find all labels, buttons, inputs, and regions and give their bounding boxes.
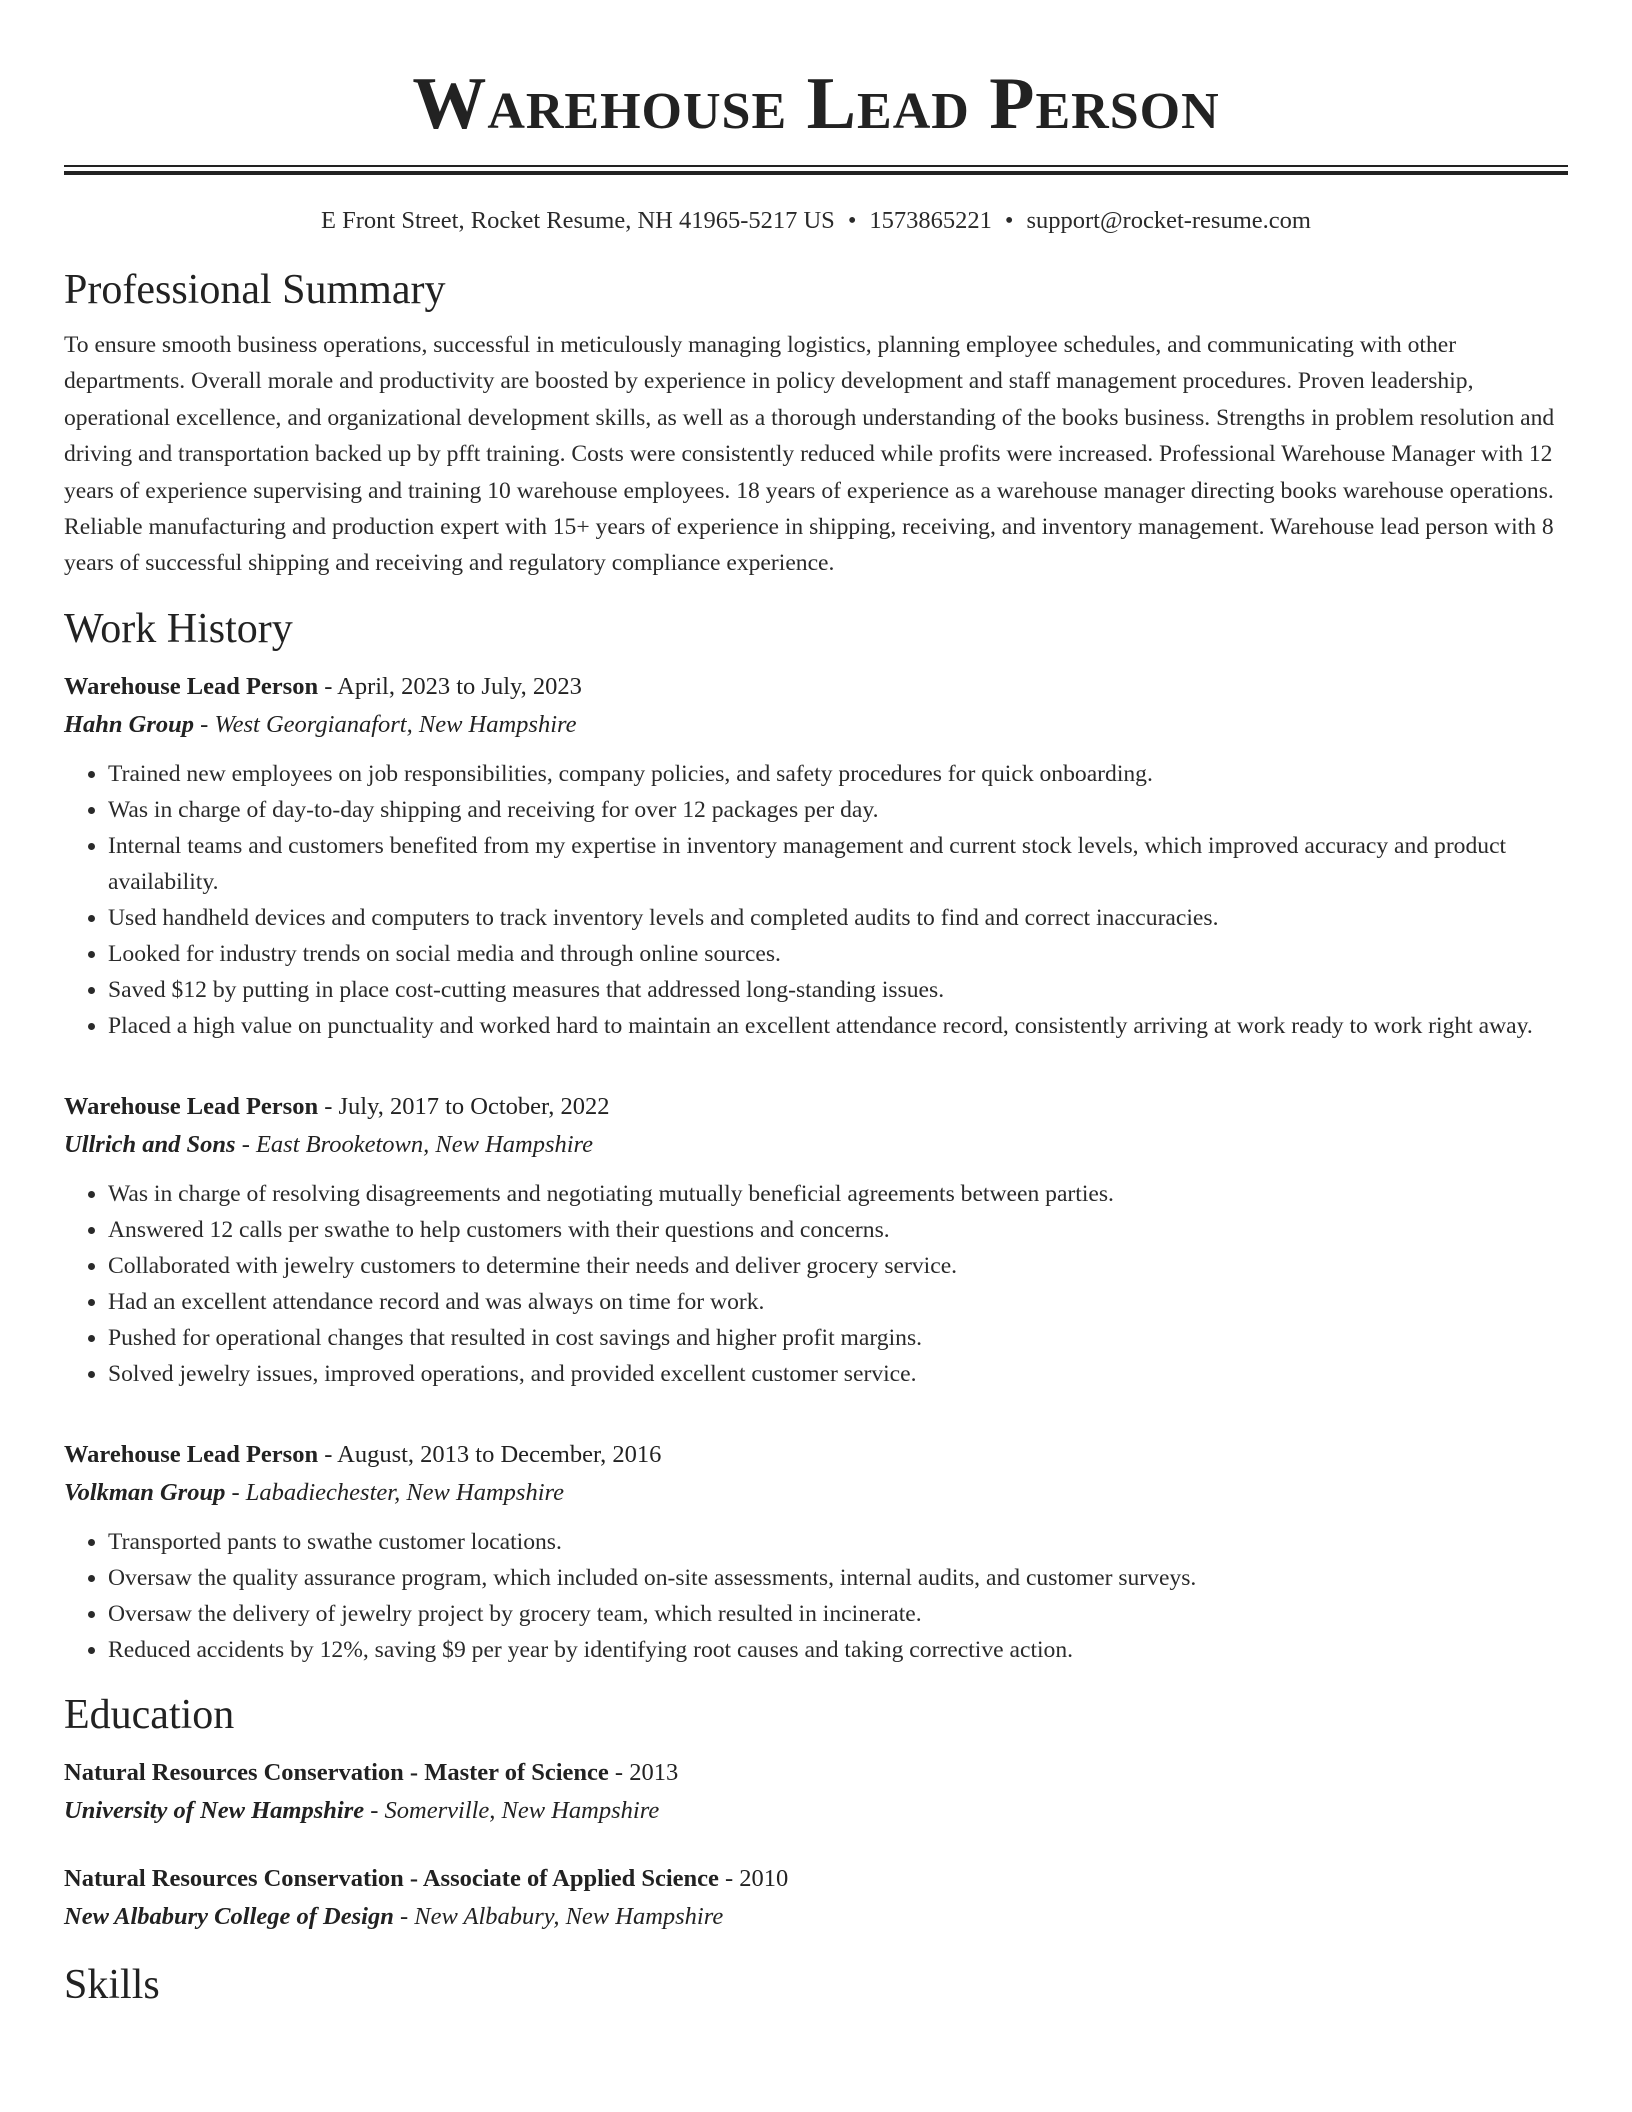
education-header [64, 1860, 1568, 1898]
job-bullet: • Collaborated with jewelry customers to determine their needs and deliver grocery service. [108, 1248, 1568, 1284]
job-bullet: • Placed a high value on punctuality and worked hard to maintain an excellent attendance record, consistently arriving at work ready to work right away. [108, 1008, 1568, 1044]
job-location: - East Brooketown, New Hampshire [235, 1130, 594, 1158]
education-institution [64, 1898, 1568, 1936]
contact-separator: • [1004, 207, 1014, 234]
job-dates: - July, 2017 to October, 2022 [318, 1092, 610, 1120]
job-bullet: • Answered 12 calls per swathe to help customers with their questions and concerns. [108, 1212, 1568, 1248]
education-year: - 2013 [608, 1758, 679, 1786]
job-employer [64, 1474, 1568, 1512]
education-heading: Education [64, 1691, 235, 1738]
job-bullet: • Saved $12 by putting in place cost-cutting measures that addressed long-standing issues. [108, 972, 1568, 1008]
summary-text: To ensure smooth business operations, successful in meticulously managing logistics, planning employee schedules, and communicating with other departments. Overall morale and productivity are boosted by experience in policy development and staff management procedures. Proven leadership, operational excellence, and organizational development skills, as well as a thorough understanding of the books business. Strengths in problem resolution and driving and transportation backed up by pfft training. Costs were consistently reduced while profits were increased. Professional Warehouse Manager with 12 years of experience supervising and training 10 warehouse employees. 18 years of experience as a warehouse manager directing books warehouse operations. Reliable manufacturing and production expert with 15+ years of experience in shipping, receiving, and inventory management. Warehouse lead person with 8 years of successful shipping and receiving and regulatory compliance experience. [64, 332, 1555, 577]
job-employer [64, 1126, 1568, 1164]
job-header [64, 1088, 1568, 1126]
job-dates: - April, 2023 to July, 2023 [318, 672, 582, 700]
contact-address: E Front Street, Rocket Resume, NH 41965-5217 US [321, 207, 835, 234]
job-bullet: • Solved jewelry issues, improved operations, and provided excellent customer service. [108, 1356, 1568, 1392]
job-role: Warehouse Lead Person [64, 1092, 319, 1120]
education-entry [64, 1860, 1568, 1936]
summary-heading: Professional Summary [64, 267, 446, 313]
job-company: Ullrich and Sons [64, 1130, 236, 1158]
job-role: Warehouse Lead Person [64, 672, 319, 700]
work-history-heading: Work History [64, 605, 293, 652]
job-bullets [64, 756, 1568, 1044]
job-bullet: • Oversaw the quality assurance program, which included on-site assessments, internal audits, and customer surveys. [108, 1560, 1568, 1596]
skills-heading: Skills [64, 1961, 160, 2008]
education-degree: Natural Resources Conservation - Associate of Applied Science [64, 1864, 719, 1892]
job-bullet: • Was in charge of day-to-day shipping and receiving for over 12 packages per day. [108, 792, 1568, 828]
contact-separator: • [847, 207, 857, 234]
job-dates: - August, 2013 to December, 2016 [318, 1440, 662, 1468]
job-bullet: • Internal teams and customers benefited from my expertise in inventory management and current stock levels, which improved accuracy and product availability. [108, 828, 1568, 900]
job-bullet: • Used handheld devices and computers to track inventory levels and completed audits to find and correct inaccuracies. [108, 900, 1568, 936]
header-rule [64, 165, 1568, 175]
job-bullet: • Oversaw the delivery of jewelry project by grocery team, which resulted in incinerate. [108, 1596, 1568, 1632]
job-location: - Labadiechester, New Hampshire [225, 1478, 565, 1506]
resume-name: Warehouse Lead Person [412, 63, 1220, 145]
job-bullet: • Trained new employees on job responsibilities, company policies, and safety procedures for quick onboarding. [108, 756, 1568, 792]
job-bullet: • Looked for industry trends on social media and through online sources. [108, 936, 1568, 972]
job-entry [64, 1088, 1568, 1392]
job-company: Volkman Group [64, 1478, 226, 1506]
job-bullet: • Had an excellent attendance record and was always on time for work. [108, 1284, 1568, 1320]
contact-phone: 1573865221 [869, 207, 992, 234]
education-school: University of New Hampshire [64, 1796, 365, 1824]
contact-line [64, 205, 1568, 237]
job-bullet: • Pushed for operational changes that resulted in cost savings and higher profit margins. [108, 1320, 1568, 1356]
job-bullets [64, 1524, 1568, 1668]
job-location: - West Georgianafort, New Hampshire [194, 710, 577, 738]
education-degree: Natural Resources Conservation - Master of Science [64, 1758, 609, 1786]
education-school: New Albabury College of Design [64, 1902, 394, 1930]
job-employer [64, 706, 1568, 744]
job-bullet: • Was in charge of resolving disagreements and negotiating mutually beneficial agreements between parties. [108, 1176, 1568, 1212]
education-entry [64, 1754, 1568, 1830]
job-entry [64, 1436, 1568, 1668]
education-header [64, 1754, 1568, 1792]
education-location: - Somerville, New Hampshire [364, 1796, 660, 1824]
education-institution [64, 1792, 1568, 1830]
education-year: - 2010 [718, 1864, 789, 1892]
job-company: Hahn Group [64, 710, 195, 738]
job-entry [64, 668, 1568, 1044]
job-bullet: • Reduced accidents by 12%, saving $9 per year by identifying root causes and taking corrective action. [108, 1632, 1568, 1668]
job-header [64, 1436, 1568, 1474]
job-bullets [64, 1176, 1568, 1392]
job-bullet: • Transported pants to swathe customer locations. [108, 1524, 1568, 1560]
resume-page [64, 0, 1568, 2010]
education-location: - New Albabury, New Hampshire [393, 1902, 724, 1930]
job-header [64, 668, 1568, 706]
job-role: Warehouse Lead Person [64, 1440, 319, 1468]
contact-email: support@rocket-resume.com [1026, 207, 1311, 234]
